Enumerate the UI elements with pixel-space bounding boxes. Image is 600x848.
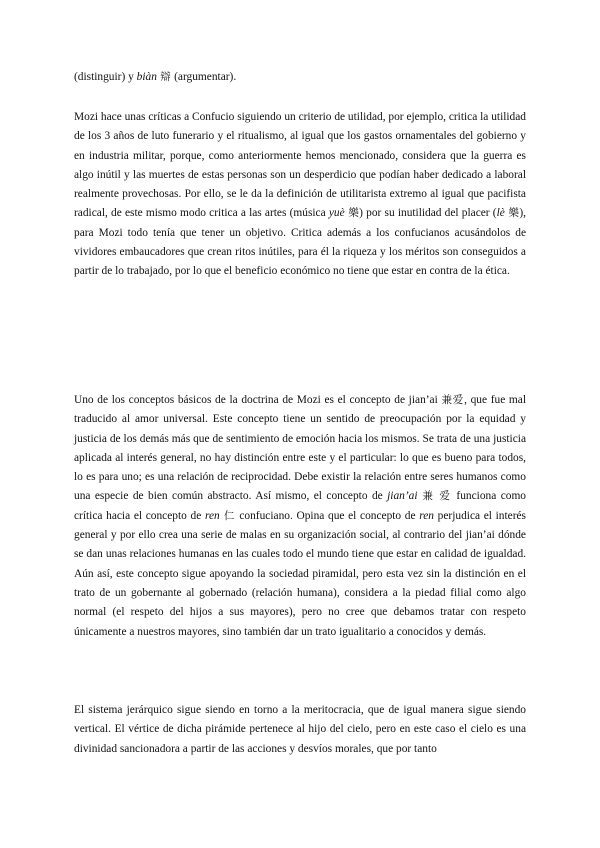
chinese-characters: 樂	[504, 207, 520, 220]
paragraph-text: ), para Mozi todo tenía que tener un objetivo. Critica además a los confucianos acusándolos de vividores embaucadores que crean ritos inútiles, para él la riqueza y los méritos son conseguidos a partir de lo trabajado, por lo que el beneficio económico no tiene que estar en contra de la ética.	[74, 207, 526, 278]
paragraph-text: El sistema jerárquico sigue siendo en torno a la meritocracia, que de igual manera sigue siendo vertical. El vértice de dicha pirámide pertenece al hijo del cielo, pero en este caso el cielo es una divinidad sancionadora a partir de las acciones y desvíos morales, que por tanto	[74, 704, 526, 755]
italic-term: yuè	[328, 207, 345, 220]
italic-term: jian’ai	[387, 490, 418, 503]
chinese-characters: 仁	[219, 509, 240, 522]
chinese-characters: 辯	[156, 71, 175, 83]
paragraph-2	[74, 108, 526, 282]
paragraph-text: , que fue mal traducido al amor universal. Este concepto tiene un sentido de preocupación por la equidad y justicia de los demás más que de sentimiento de emoción hacia los mismos. Se trata de una justicia aplicada al interés general, no hay distinción entre este y el particular: lo que es bueno para todos, lo es para uno; es una relación de reciprocidad. Debe existir la relación entre seres humanos como una especie de bien común abstracto. Así mismo, el concepto de	[74, 394, 527, 503]
paragraph-1	[74, 68, 526, 87]
paragraph-text: perjudica el interés general y por ello crea una serie de malas en su organización social, al contrario del jian’ai dónde se dan unas relaciones humanas en las cuales todo el mundo tiene que estar en calidad de igualdad. Aún así, este concepto sigue apoyando la sociedad piramidal, pero esta vez sin la distinción en el trato de un gobernante al gobernado (relación humana), considera a la piedad filial como algo normal (el respeto del hijos a sus mayores), pero no cree que debamos tratar con respeto únicamente a nuestros mayores, sino también dar un trato igualitario a conocidos y demás.	[74, 509, 526, 638]
paragraph-text: (distinguir) y	[74, 71, 137, 83]
paragraph-4	[74, 701, 526, 841]
paragraph-text: confuciano. Opina que el concepto de	[239, 509, 420, 522]
italic-term: ren	[204, 509, 220, 522]
paragraph-text: (argumentar).	[174, 71, 237, 83]
paragraph-text: Mozi hace unas críticas a Confucio siguiendo un criterio de utilidad, por ejemplo, critica la utilidad de los 3 años de luto funerario y el ritualismo, al igual que los gastos ornamentales del gobierno y en industria militar, porque, como anteriormente hemos mencionado, considera que la guerra es algo inútil y las muertes de estas personas son un desperdicio que podían haber dedicado a laboral realmente provechosas. Por ello, se le da la definición de utilitarista extremo al igual que pacifista radical, de este mismo modo critica a las artes (música	[74, 111, 527, 220]
paragraph-text: ) por su inutilidad del placer (	[359, 207, 497, 220]
paragraph-text: Uno de los conceptos básicos de la doctrina de Mozi es el concepto de jian’ai	[74, 394, 442, 406]
italic-term: biàn	[136, 71, 157, 83]
italic-term: ren	[419, 509, 434, 522]
chinese-characters: 樂	[344, 207, 360, 220]
paragraph-3	[74, 391, 526, 642]
paragraph-text: funciona como crítica hacia el concepto de	[74, 490, 527, 522]
chinese-characters: 兼爱	[441, 394, 465, 406]
italic-term: lè	[496, 207, 505, 220]
chinese-characters: 兼 爱	[417, 490, 457, 503]
